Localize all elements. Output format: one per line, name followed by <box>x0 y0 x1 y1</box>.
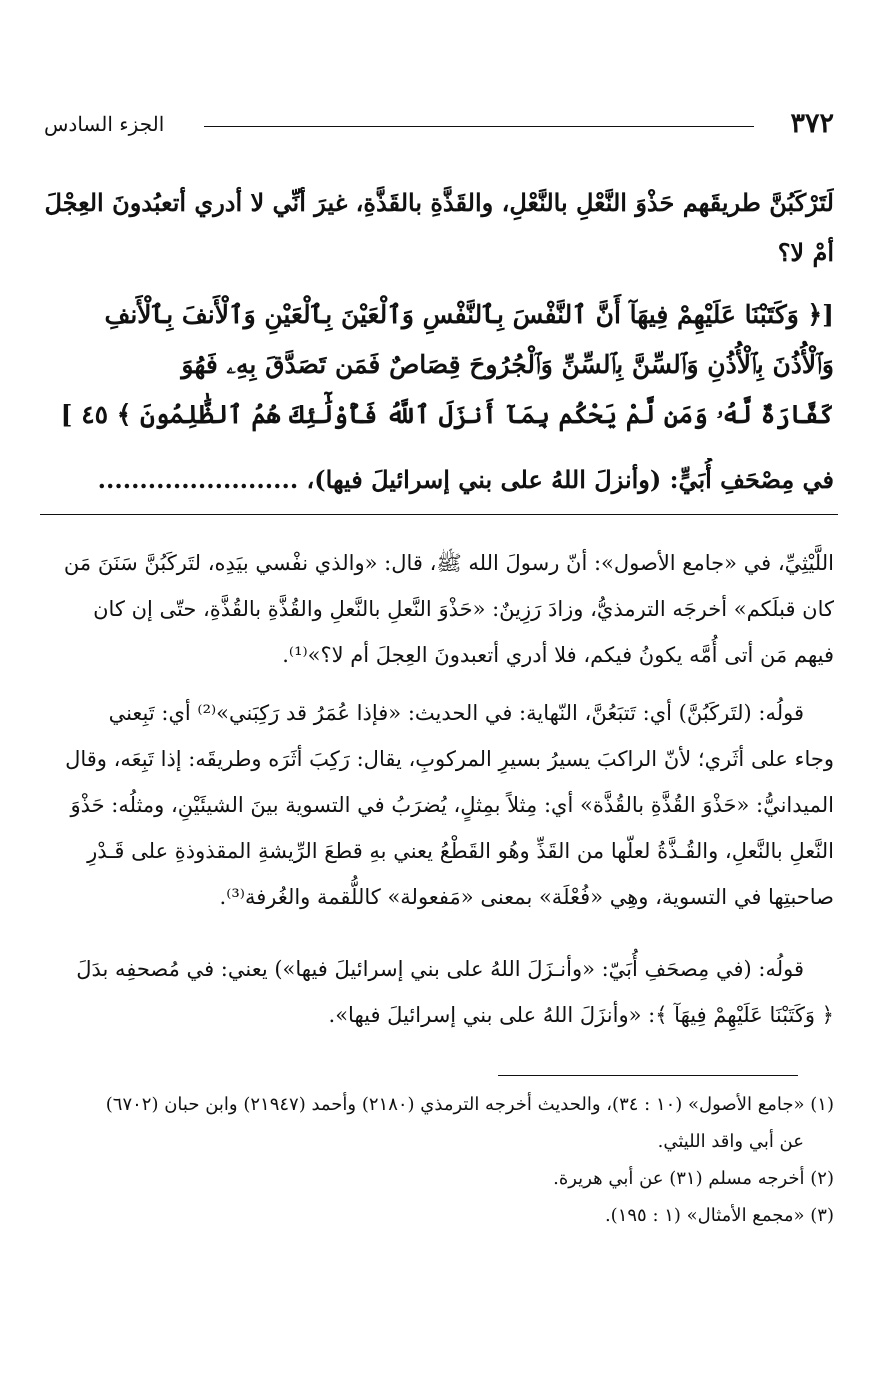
matn-line: في مِصْحَفِ أُبَيٍّ: (وأنزلَ اللهُ على بني إسرائيلَ فيها)، ........................ <box>97 465 834 494</box>
commentary-line: وجاء على أثَري؛ لأنّ الراكبَ يسيرُ بسيرِ المركوبِ، يقال: رَكِبَ أثَرَه وطريقَه: إذا تَبِعَه، وقال <box>65 747 834 771</box>
matn-continuation <box>44 458 834 502</box>
quran-line: كَفَّارَةٌ لَّهُۥ وَمَن لَّمْ يَحْكُم بِمَآ أَنزَلَ ٱللَّهُ فَأُوْلَٰٓئِكَ هُمُ ٱلظَّٰلِمُونَ ﴾ ٤٥ ] <box>60 400 834 429</box>
commentary-line: الميدانيُّ: «حَذْوَ القُذَّةِ بالقُذَّة» أي: مِثلاً بمِثلٍ، يُضرَبُ في التسوية بينَ الشيئَيْنِ، ومثلُه: حَذْوَ <box>70 793 834 817</box>
quran-verse <box>44 290 834 440</box>
commentary-line: اللَّيْثِيِّ، في «جامع الأصول»: أنّ رسولَ الله ﷺ، قال: «والذي نفْسي بيَدِه، لتَركَبُنَّ سَنَنَ مَن <box>63 551 834 575</box>
commentary-line: صاحبتِها في التسوية، وهِي «فُعْلَة» بمعنى «مَفعولة» كاللُّقمة والغُرفة⁽³⁾. <box>219 885 834 909</box>
matn-line: أمْ لا؟ <box>777 238 834 267</box>
footnote-1: (١) «جامع الأصول» (١٠ : ٣٤)، والحديث أخرجه الترمذي (٢١٨٠) وأحمد (٢١٩٤٧) وابن حبان (٦٧٠٢) <box>105 1094 834 1115</box>
commentary-paragraph-2 <box>44 690 834 920</box>
commentary-line: كان قبلَكم» أخرجَه الترمذيُّ، وزادَ رَزِينٌ: «حَذْوَ النَّعلِ بالنَّعلِ والقُذَّةِ بالقُذَّةِ، حتّى إن كان <box>93 597 834 621</box>
commentary-line: قولُه: (لتَركَبُنَّ) أي: تَتبَعُنَّ، النّهاية: في الحديث: «فإذا عُمَرُ قد رَكِبَني»⁽²⁾ أي: تَبِعني <box>108 701 804 725</box>
quran-line: [﴿ وَكَتَبْنَا عَلَيْهِمْ فِيهَآ أَنَّ ٱلنَّفْسَ بِٱلنَّفْسِ وَٱلْعَيْنَ بِٱلْعَيْنِ وَٱلْأَنفَ بِٱلْأَنفِ <box>104 300 834 329</box>
matn-text <box>44 178 834 278</box>
commentary-paragraph-3 <box>44 946 834 1038</box>
footnote-2: (٢) أخرجه مسلم (٣١) عن أبي هريرة. <box>553 1168 834 1189</box>
commentary-line: ﴿ وَكَتَبْنَا عَلَيْهِمْ فِيهَآ ﴾: «وأنزَلَ اللهُ على بني إسرائيلَ فيها». <box>328 1003 834 1027</box>
commentary-line: النَّعلِ بالنَّعلِ، والقُـذَّةُ لعلّها من القَذِّ وهُو القَطْعُ يعني بهِ قطعَ الرِّيشةِ المقذوذةِ على قَـدْرِ <box>87 839 834 863</box>
commentary-paragraph-1 <box>44 540 834 678</box>
part-title: الجزء السادس <box>44 112 165 136</box>
footnote-3: (٣) «مجمع الأمثال» (١ : ١٩٥). <box>604 1205 834 1226</box>
matn-separator <box>40 514 838 515</box>
page-header <box>44 108 834 142</box>
matn-line: لَتَرْكَبُنَّ طريقَهم حَذْوَ النَّعْلِ بالنَّعْلِ، والقَذَّةِ بالقَذَّةِ، غيرَ أنِّي لا أدري أتعبُدونَ العِجْلَ <box>44 188 834 217</box>
footnote-rule <box>498 1075 798 1076</box>
page-number: ٣٧٢ <box>790 108 834 139</box>
commentary-line: فيهم مَن أتى أُمَّه يكونُ فيكم، فلا أدري أتعبدونَ العِجلَ أم لا؟»⁽¹⁾. <box>282 643 834 667</box>
header-rule <box>204 126 754 127</box>
quran-line: وَٱلْأُذُنَ بِٱلْأُذُنِ وَٱلسِّنَّ بِٱلسِّنِّ وَٱلْجُرُوحَ قِصَاصٌ فَمَن تَصَدَّقَ بِهِۦ فَهُوَ <box>181 350 834 379</box>
commentary-line: قولُه: (في مِصحَفِ أُبَيّ: «وأنـزَلَ اللهُ على بني إسرائيلَ فيها») يعني: في مُصحفِه بدَلَ <box>76 957 804 981</box>
footnote-1-continuation: عن أبي واقد الليثي. <box>657 1131 804 1152</box>
footnotes <box>44 1086 834 1234</box>
